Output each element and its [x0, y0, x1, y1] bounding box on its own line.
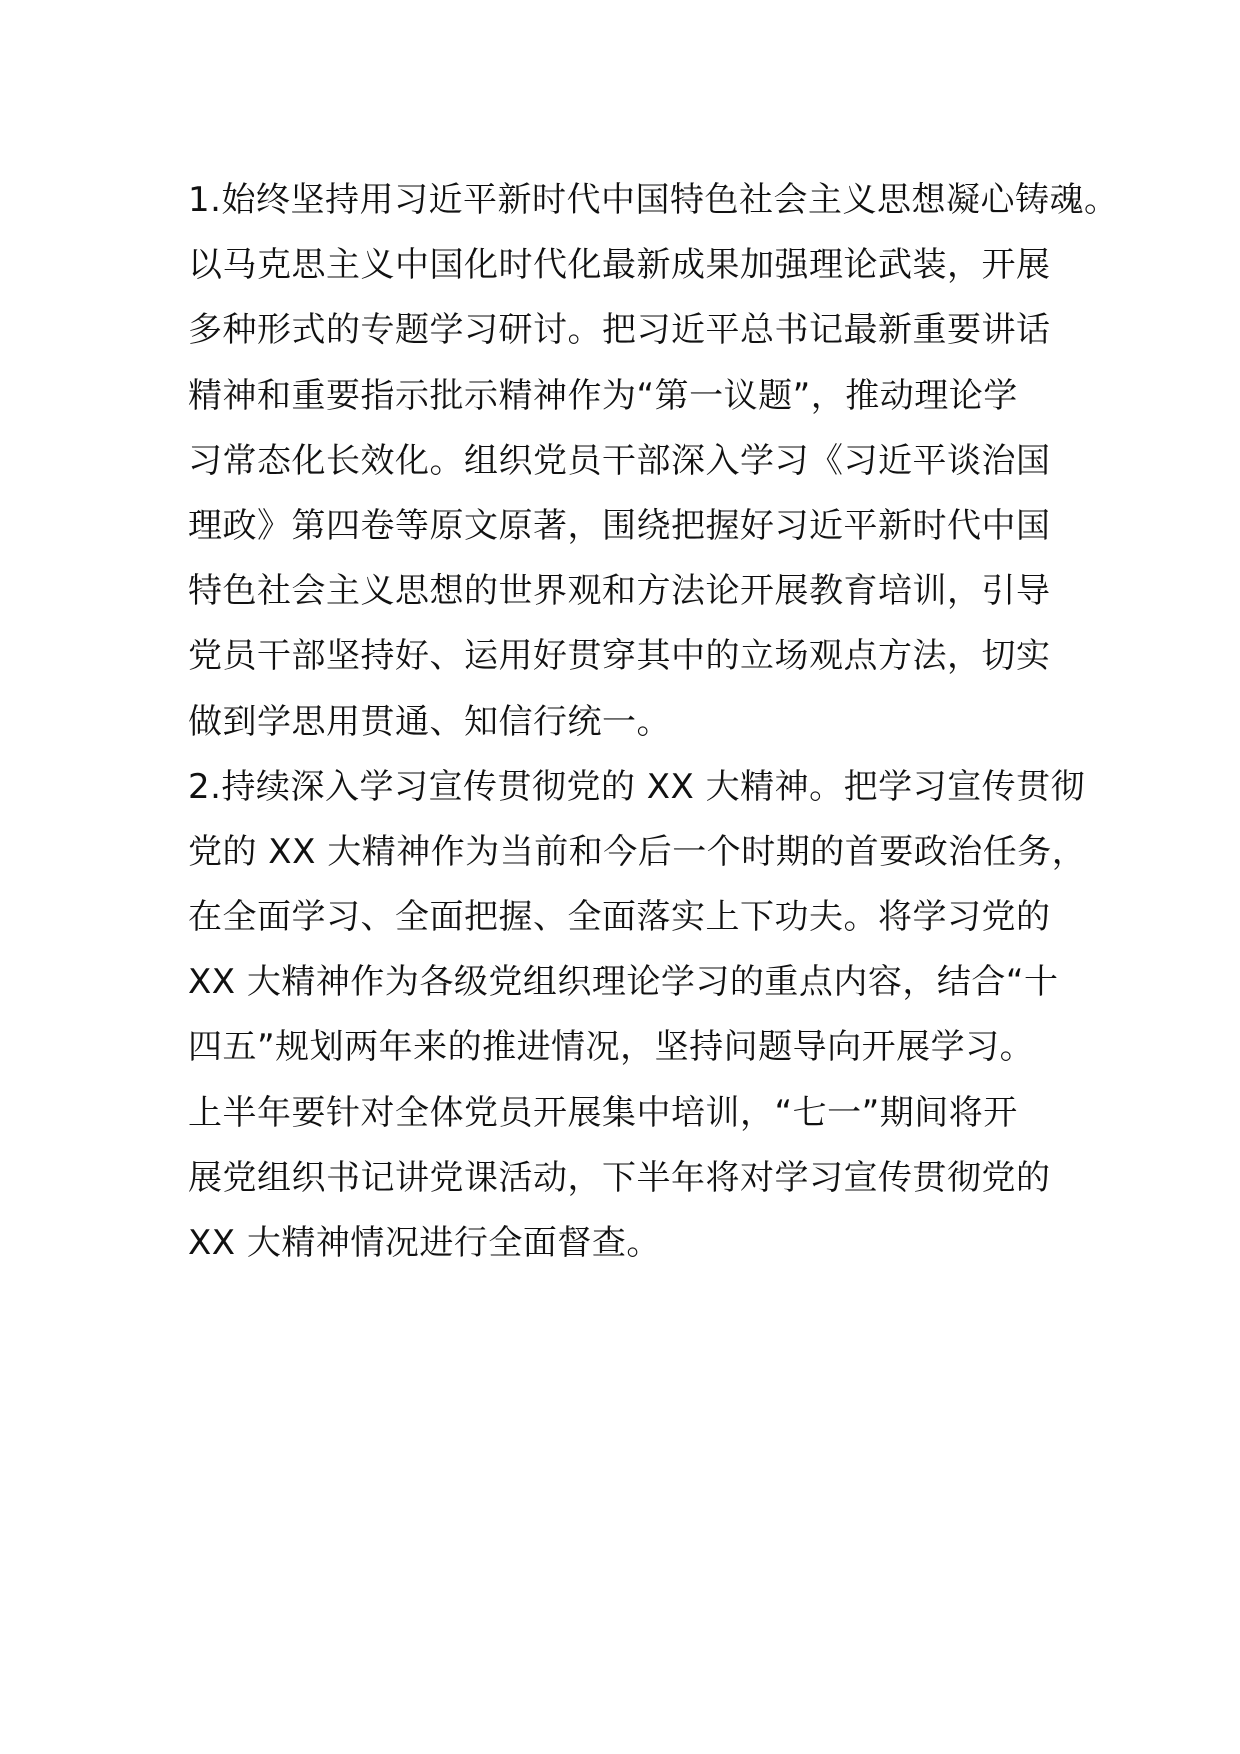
- paragraph-2-line: XX 大精神作为各级党组织理论学习的重点内容，结合“十: [188, 962, 1059, 1003]
- paragraph-2-line: 党的 XX 大精神作为当前和今后一个时期的首要政治任务，: [188, 831, 1087, 872]
- paragraph-2-line: 上半年要针对全体党员开展集中培训，“七一”期间将开: [188, 1092, 1018, 1133]
- paragraph-1-line: 做到学思用贯通、知信行统一。: [188, 701, 671, 742]
- paragraph-2-line: 展党组织书记讲党课活动，下半年将对学习宣传贯彻党的: [188, 1157, 1051, 1198]
- paragraph-1-line: 多种形式的专题学习研讨。把习近平总书记最新重要讲话: [188, 310, 1051, 351]
- paragraph-2-line: XX 大精神情况进行全面督查。: [188, 1223, 661, 1263]
- paragraph-1-line: 以马克思主义中国化时代化最新成果加强理论武装，开展: [188, 245, 1051, 286]
- paragraph-1-line: 1.始终坚持用习近平新时代中国特色社会主义思想凝心铸魂。: [188, 180, 1119, 220]
- paragraph-2-line: 2.持续深入学习宣传贯彻党的 XX 大精神。把学习宣传贯彻: [188, 766, 1086, 807]
- paragraph-2-line: 四五”规划两年来的推进情况，坚持问题导向开展学习。: [188, 1027, 1035, 1068]
- document-body: [188, 168, 1119, 1276]
- paragraph-2-line: 在全面学习、全面把握、全面落实上下功夫。将学习党的: [188, 897, 1051, 938]
- paragraph-1-line: 特色社会主义思想的世界观和方法论开展教育培训，引导: [188, 571, 1051, 612]
- paragraph-1-line: 习常态化长效化。组织党员干部深入学习《习近平谈治国: [188, 440, 1051, 481]
- paragraph-1-line: 精神和重要指示批示精神作为“第一议题”，推动理论学: [188, 375, 1018, 416]
- paragraph-1-line: 理政》第四卷等原文原著，围绕把握好习近平新时代中国: [188, 505, 1051, 546]
- paragraph-1-line: 党员干部坚持好、运用好贯穿其中的立场观点方法，切实: [188, 636, 1051, 677]
